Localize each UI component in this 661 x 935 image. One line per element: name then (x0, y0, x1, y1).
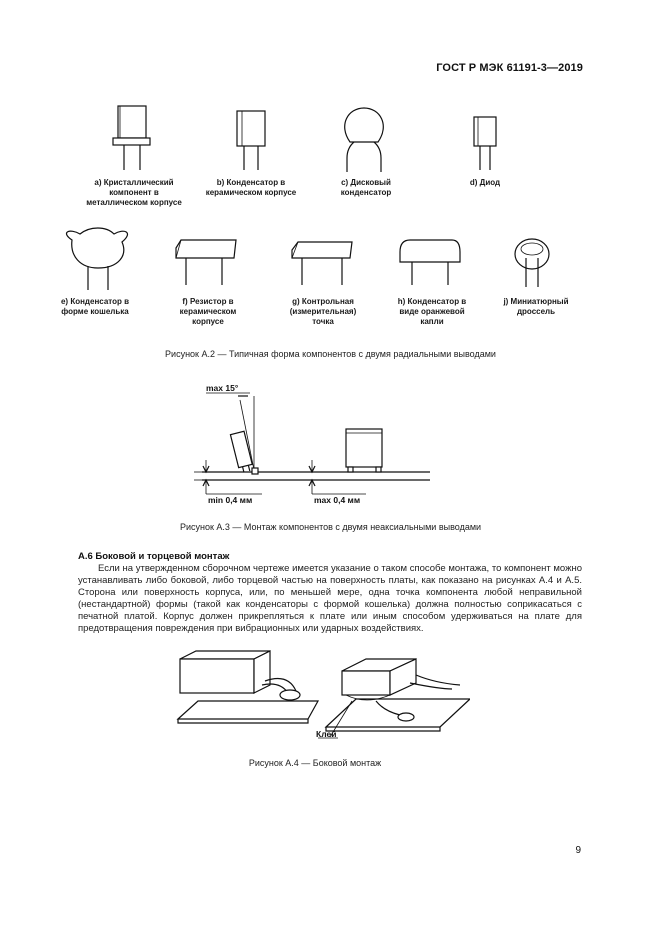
figure-a3-caption: Рисунок А.3 — Монтаж компонентов с двумя неаксиальными выводами (179, 522, 482, 532)
right-board (326, 699, 470, 727)
label-d: d) Диод (469, 178, 501, 187)
label-a: a) Кристаллический компонент в металлическом корпусе (86, 178, 182, 207)
test-point-drawing (292, 242, 352, 285)
section-title: А.6 Боковой и торцевой монтаж (78, 551, 230, 562)
figure-a4-drawing (170, 645, 470, 750)
label-f: f) Резистор в керамическом корпусе (179, 297, 237, 326)
label-h: h) Конденсатор в виде оранжевой капли (397, 297, 467, 326)
figure-a3-drawing (180, 376, 440, 511)
label-e: e) Конденсатор в форме кошелька (60, 297, 130, 316)
upright-component (346, 429, 382, 472)
min-gap-label: min 0,4 мм (208, 495, 253, 505)
angle-label: max 15° (206, 383, 239, 393)
ceramic-resistor-drawing (176, 240, 236, 285)
drop-capacitor-drawing (400, 240, 460, 285)
ceramic-capacitor-drawing (237, 111, 265, 170)
figure-a4-caption: Рисунок А.4 — Боковой монтаж (248, 758, 382, 768)
crystal-component-drawing (113, 106, 150, 170)
left-board (178, 701, 318, 719)
label-g: g) Контрольная (измерительная) точка (289, 297, 357, 326)
max-gap-label: max 0,4 мм (314, 495, 361, 505)
diode-drawing (474, 117, 496, 170)
figure-a2-caption: Рисунок А.2 — Типичная форма компонентов с двумя радиальными выводами (165, 349, 496, 359)
purse-capacitor-drawing (67, 228, 128, 290)
left-side-mounted-component (180, 651, 300, 700)
page-number: 9 (575, 845, 581, 856)
paragraph-text: Если на утвержденном сборочном чертеже имеется указание о таком способе монтажа, то компонент можно устанавливать либо боковой, либо торцевой частью на поверхность платы, как показано на рисунках А.4 и А.5. Сторона или поверхность корпуса, или, по меньшей мере, одна точка компонента любой неправильной (нестандартной) формы (такой как конденсаторы с формой кошелька) должна полностью соприкасаться с печатной платой. Корпус должен прикрепляться к плате или иным способом удерживаться на плате для предотвращения повреждения при вибрационных или ударных воздействиях. (78, 563, 582, 635)
choke-drawing (515, 239, 549, 287)
label-c: c) Дисковый конденсатор (340, 178, 392, 197)
standard-header: ГОСТ Р МЭК 61191-3—2019 (436, 62, 583, 74)
section-paragraph (78, 563, 582, 636)
label-j: j) Миниатюрный дроссель (503, 297, 569, 316)
glue-label: Клей (316, 729, 337, 739)
disc-capacitor-drawing (345, 108, 384, 172)
label-b: b) Конденсатор в керамическом корпусе (205, 178, 297, 197)
